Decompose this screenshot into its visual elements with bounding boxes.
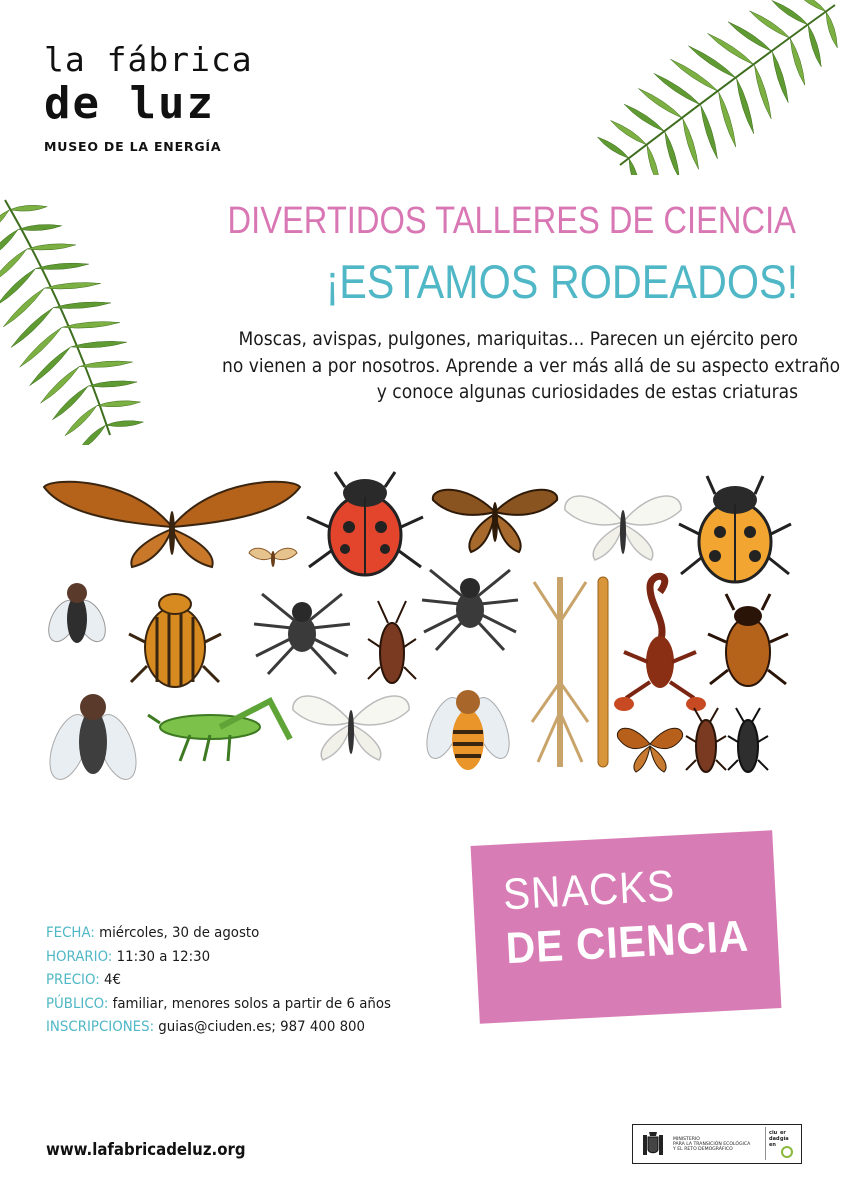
- event-subtitle: DIVERTIDOS TALLERES DE CIENCIA: [227, 200, 796, 242]
- palm-leaflet: [18, 224, 62, 230]
- palm-leaf-left: [0, 185, 185, 445]
- ciuden-text: er: [780, 1130, 786, 1136]
- info-label: HORARIO:: [46, 948, 113, 965]
- striped-beetle-icon: [129, 594, 221, 687]
- palm-leaflet: [754, 65, 771, 119]
- palm-leaflet: [88, 381, 137, 387]
- info-audience: [46, 993, 391, 1017]
- info-label: PRECIO:: [46, 972, 100, 988]
- info-time: [46, 946, 391, 970]
- palm-leaflet: [772, 0, 808, 25]
- info-label: PÚBLICO:: [46, 995, 109, 1012]
- moth-small-icon: [249, 548, 297, 567]
- bee-icon: [420, 690, 516, 770]
- longhorn-beetle-icon: [368, 601, 416, 683]
- info-value: miércoles, 30 de agosto: [99, 925, 260, 941]
- longhorn-beetle-icon: [686, 708, 726, 772]
- ciuden-logo: [765, 1127, 797, 1160]
- palm-leaflet: [597, 137, 628, 158]
- butterfly-small-icon: [617, 728, 682, 772]
- palm-leaflet: [79, 361, 132, 367]
- palm-leaflet: [36, 263, 89, 269]
- housefly-icon: [42, 694, 143, 784]
- stick-insect-icon: [532, 577, 588, 767]
- palm-leaflet: [629, 158, 640, 175]
- ladybug-orange-icon: [679, 476, 791, 582]
- info-label: INSCRIPCIONES:: [46, 1019, 155, 1035]
- grasshopper-icon: [148, 701, 290, 761]
- ministry-line: Y EL RETO DEMOGRÁFICO: [673, 1147, 733, 1153]
- spider-icon: [254, 594, 350, 674]
- info-price: [46, 969, 391, 993]
- info-value: 11:30 a 12:30: [116, 948, 211, 965]
- badge-line-2: DE CIENCIA: [504, 911, 751, 974]
- palm-leaflet: [65, 406, 97, 436]
- ciuden-text: en: [769, 1142, 776, 1148]
- info-label: FECHA:: [46, 925, 95, 941]
- palm-leaflet: [683, 118, 699, 169]
- palm-leaflet: [647, 145, 660, 175]
- palm-leaflet: [749, 11, 790, 39]
- palm-leaflet: [9, 205, 47, 211]
- palm-leaflet: [701, 105, 718, 159]
- description-line: Moscas, avispas, pulgones, mariquitas... Parecen un ejército pero: [238, 328, 799, 350]
- ministry-logo-box: [632, 1124, 802, 1164]
- ciuden-text: dad: [769, 1136, 780, 1142]
- info-date: [46, 922, 391, 946]
- millipede-icon: [598, 577, 608, 767]
- insects-illustration: [40, 462, 800, 787]
- palm-leaflet: [53, 302, 111, 309]
- palm-leaflet: [78, 425, 106, 445]
- scorpion-icon: [614, 576, 706, 711]
- palm-leaflet: [62, 322, 120, 329]
- logo-line-1: la fábrica: [44, 40, 253, 79]
- ministry-line: PARA LA TRANSICIÓN ECOLÓGICA: [673, 1142, 751, 1148]
- palm-leaflet: [71, 341, 127, 347]
- palm-leaflet: [52, 386, 88, 420]
- description-line: y conoce algunas curiosidades de estas criaturas: [376, 381, 798, 404]
- palm-leaflet: [808, 25, 821, 67]
- badge-line-1: SNACKS: [501, 861, 677, 920]
- info-value: familiar, menores solos a partir de 6 años: [112, 995, 391, 1012]
- event-description: [222, 326, 841, 406]
- palm-leaflet: [736, 78, 753, 133]
- butterfly-white-icon: [293, 696, 409, 760]
- palm-leaflet: [624, 104, 665, 132]
- goliath-beetle-icon: [708, 594, 788, 686]
- palm-leaflet: [728, 22, 772, 52]
- palm-leaflet: [826, 12, 837, 48]
- palm-leaflet: [795, 0, 826, 12]
- info-registration: [46, 1016, 391, 1040]
- ministry-line: MINISTERIO: [673, 1137, 700, 1142]
- black-beetle-icon: [728, 708, 768, 772]
- logo-subtitle: MUSEO DE LA ENERGÍA: [44, 139, 222, 154]
- palm-leaflet: [611, 120, 647, 145]
- palm-leaflet: [719, 92, 736, 147]
- snacks-de-ciencia-badge: [471, 830, 782, 1024]
- palm-leaflet: [790, 38, 805, 85]
- palm-leaflet: [97, 401, 141, 407]
- event-title: ¡ESTAMOS RODEADOS!: [325, 255, 798, 308]
- palm-leaflet: [665, 132, 680, 175]
- logo-line-2: de luz: [44, 78, 215, 129]
- palm-leaflet: [44, 283, 100, 289]
- event-info: [46, 922, 421, 1040]
- info-value: 4€: [104, 972, 121, 988]
- website-link[interactable]: www.lafabricadeluz.org: [46, 1140, 246, 1160]
- palm-leaflet: [0, 229, 18, 259]
- fly-small-icon: [43, 583, 111, 646]
- ciuden-text: ciu: [769, 1130, 778, 1136]
- palm-leaflet: [0, 210, 9, 236]
- palm-leaflet: [772, 52, 788, 103]
- palm-leaflet: [106, 421, 144, 427]
- ciuden-text: gía: [780, 1136, 789, 1142]
- info-value[interactable]: guias@ciuden.es; 987 400 800: [158, 1019, 366, 1035]
- coat-of-arms-icon: [639, 1129, 667, 1159]
- description-line: no vienen a por nosotros. Aprende a ver más allá de su aspecto extraño: [222, 354, 841, 377]
- palm-leaflet: [638, 88, 682, 118]
- butterfly-brown-icon: [433, 490, 557, 552]
- palm-leaflet: [27, 244, 76, 250]
- ladybug-red-icon: [307, 472, 423, 575]
- spider-icon: [422, 570, 518, 650]
- ministry-text: [673, 1137, 763, 1153]
- butterfly-white-icon: [565, 496, 681, 560]
- palm-leaf-top-right: [580, 0, 842, 175]
